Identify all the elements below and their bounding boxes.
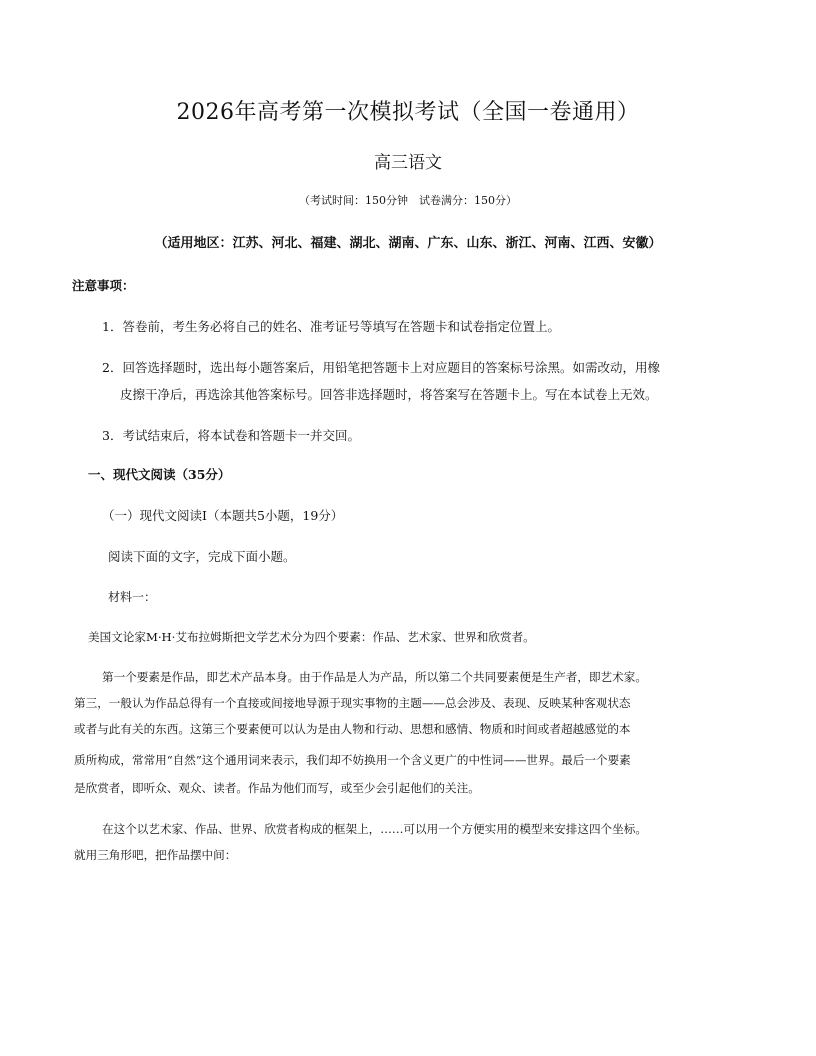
material-paragraph-line: 质所构成，常常用“自然”这个通用词来表示，我们却不妨换用一个含义更广的中性词——世界。最后一个要素	[74, 753, 631, 767]
material-paragraph-line: 第三，一般认为作品总得有一个直接或间接地导源于现实事物的主题——总会涉及、表现、反映某种客观状态	[74, 696, 631, 710]
exam-time-score: （考试时间：150分钟 试卷满分：150分）	[299, 194, 517, 207]
material-paragraph-line: 或者与此有关的东西。这第三个要素便可以认为是由人物和行动、思想和感情、物质和时间或者超越感觉的本	[74, 722, 631, 736]
material-label: 材料一：	[108, 590, 157, 604]
material-paragraph-line: 在这个以艺术家、作品、世界、欣赏者构成的框架上，……可以用一个方便实用的模型来安排这四个坐标。	[102, 822, 647, 836]
exam-subject: 高三语文	[374, 153, 442, 173]
section-heading: 一、现代文阅读（35分）	[88, 467, 231, 482]
notice-heading: 注意事项：	[72, 278, 135, 293]
subsection-heading: （一）现代文阅读Ⅰ（本题共5小题，19分）	[102, 508, 344, 523]
reading-instruction: 阅读下面的文字，完成下面小题。	[108, 549, 296, 564]
material-paragraph-line: 就用三角形吧，把作品摆中间：	[74, 848, 237, 862]
exam-title: 2026年高考第一次模拟考试（全国一卷通用）	[176, 100, 640, 125]
applicable-regions: （适用地区：江苏、河北、福建、湖北、湖南、广东、山东、浙江、河南、江西、安徽）	[154, 236, 662, 251]
material-paragraph-line: 美国文论家M·H·艾布拉姆斯把文学艺术分为四个要素：作品、艺术家、世界和欣赏者。	[88, 630, 535, 644]
notice-item-3: 3．考试结束后，将本试卷和答题卡一并交回。	[102, 428, 360, 443]
notice-item-2: 2．回答选择题时，选出每小题答案后，用铅笔把答题卡上对应题目的答案标号涂黑。如需改动，用橡	[102, 360, 660, 375]
material-paragraph-line: 第一个要素是作品，即艺术产品本身。由于作品是人为产品，所以第二个共同要素便是生产者，即艺术家。	[102, 670, 647, 684]
material-paragraph-line: 是欣赏者，即听众、观众、读者。作品为他们而写，或至少会引起他们的关注。	[74, 781, 480, 795]
notice-item-1: 1．答卷前，考生务必将自己的姓名、准考证号等填写在答题卡和试卷指定位置上。	[102, 319, 560, 334]
notice-item-2-continued: 皮擦干净后，再选涂其他答案标号。回答非选择题时，将答案写在答题卡上。写在本试卷上无效。	[120, 387, 658, 402]
